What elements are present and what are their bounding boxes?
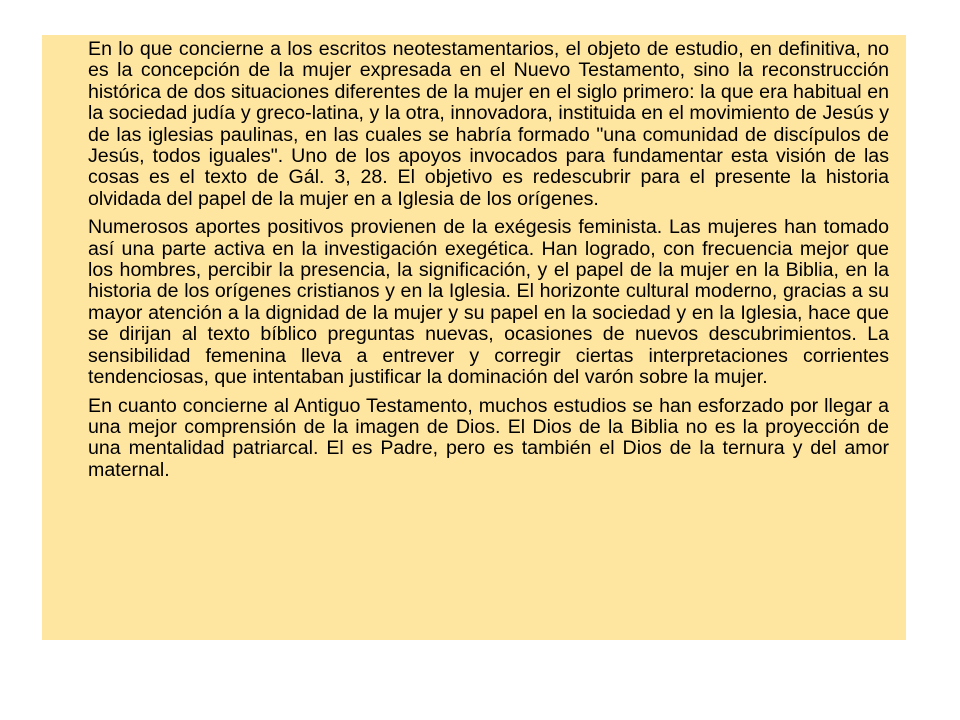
paragraph-feminist-exegesis: Numerosos aportes positivos provienen de la exégesis feminista. Las mujeres han tomado así una parte activa en la investigación exegética. Han logrado, con frecuencia mejor que los hombres, percibir la presencia, la significación, y el papel de la mujer en la Biblia, en la historia de los orígenes cristianos y en la Iglesia. El horizonte cultural moderno, gracias a su mayor atención a la dignidad de la mujer y su papel en la sociedad y en la Iglesia, hace que se dirijan al texto bíblico preguntas nuevas, ocasiones de nuevos descubrimientos. La sensibilidad femenina lleva a entrever y corregir ciertas interpretaciones corrientes tendenciosas, que intentaban justificar la dominación del varón sobre la mujer. (88, 216, 889, 389)
paragraph-old-testament: En cuanto concierne al Antiguo Testamento, muchos estudios se han esforzado por llegar a una mejor comprensión de la imagen de Dios. El Dios de la Biblia no es la proyección de una mentalidad patriarcal. El es Padre, pero es también el Dios de la ternura y del amor maternal. (88, 394, 889, 481)
paragraph-nt-writings: En lo que concierne a los escritos neotestamentarios, el objeto de estudio, en definitiva, no es la concepción de la mujer expresada en el Nuevo Testamento, sino la reconstrucción histórica de dos situaciones diferentes de la mujer en el siglo primero: la que era habitual en la sociedad judía y greco-latina, y la otra, innovadora, instituida en el movimiento de Jesús y de las iglesias paulinas, en las cuales se habría formado "una comunidad de discípulos de Jesús, todos iguales". Uno de los apoyos invocados para fundamentar esta visión de las cosas es el texto de Gál. 3, 28. El objetivo es redescubrir para el presente la historia olvidada del papel de la mujer en a Iglesia de los orígenes. (88, 38, 889, 210)
text-panel (42, 35, 906, 640)
